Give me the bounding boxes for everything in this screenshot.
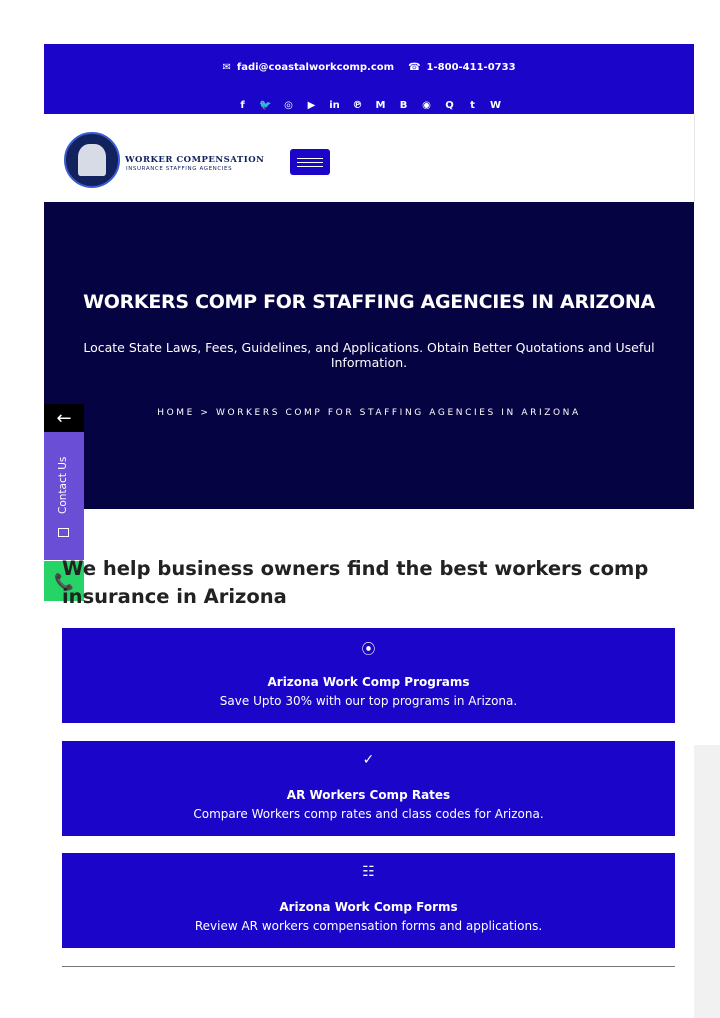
- side-collapse-arrow-icon[interactable]: ←: [44, 404, 84, 432]
- card-title: AR Workers Comp Rates: [286, 788, 451, 802]
- divider: [62, 966, 675, 967]
- side-scroll-strip: [694, 745, 720, 1018]
- card-title: Arizona Work Comp Forms: [279, 900, 458, 914]
- section-heading: We help business owners find the best workers comp insurance in Arizona: [62, 557, 649, 608]
- side-contact-tab[interactable]: [44, 432, 84, 560]
- envelope-icon: ✉: [222, 62, 231, 73]
- mail-icon: [58, 528, 69, 537]
- card-title: Arizona Work Comp Programs: [267, 675, 470, 689]
- menu-line: [297, 162, 323, 163]
- card-description: Compare Workers comp rates and class codes for Arizona.: [193, 807, 544, 821]
- menu-line: [297, 158, 323, 159]
- youtube-icon[interactable]: ▶: [307, 100, 316, 111]
- target-icon: ⦿: [361, 642, 376, 658]
- hero-subtitle: Locate State Laws, Fees, Guidelines, and Applications. Obtain Better Quotations and Useful Information.: [83, 340, 655, 370]
- card-description: Save Upto 30% with our top programs in Arizona.: [219, 694, 518, 708]
- contact-row: [44, 62, 694, 73]
- phone-text: 1-800-411-0733: [426, 62, 516, 73]
- social-icons: [44, 100, 694, 112]
- check-circle-icon: ✓: [362, 752, 375, 768]
- reddit-icon[interactable]: ◉: [422, 100, 431, 111]
- logo-emblem-icon[interactable]: [64, 132, 120, 188]
- tumblr-icon[interactable]: t: [470, 100, 475, 111]
- logo-subtitle: INSURANCE STAFFING AGENCIES: [126, 166, 233, 172]
- instagram-icon[interactable]: ◎: [284, 100, 293, 111]
- phone-icon: ☎: [408, 62, 421, 73]
- logo-title[interactable]: WORKER COMPENSATION: [125, 155, 265, 165]
- card-programs[interactable]: [62, 628, 675, 723]
- hamburger-menu-button[interactable]: [290, 149, 330, 175]
- top-contact-bar: [44, 44, 694, 114]
- menu-line: [297, 166, 323, 167]
- pinterest-icon[interactable]: ℗: [352, 100, 363, 111]
- site-header: [44, 114, 695, 202]
- card-forms[interactable]: [62, 853, 675, 948]
- phone-icon: 📞: [54, 571, 74, 591]
- hero-banner: [44, 202, 694, 509]
- medium-icon[interactable]: M: [375, 100, 386, 111]
- breadcrumb[interactable]: HOME > WORKERS COMP FOR STAFFING AGENCIES IN ARIZONA: [157, 408, 581, 418]
- card-rates[interactable]: [62, 741, 675, 836]
- email-link[interactable]: [222, 62, 394, 73]
- card-description: Review AR workers compensation forms and applications.: [194, 919, 543, 933]
- logo-figure: [78, 144, 106, 176]
- linkedin-icon[interactable]: in: [329, 100, 340, 111]
- blogger-icon[interactable]: B: [399, 100, 408, 111]
- twitter-icon[interactable]: 🐦: [259, 100, 272, 111]
- wordpress-icon[interactable]: W: [489, 100, 502, 111]
- facebook-icon[interactable]: f: [240, 100, 245, 111]
- email-text: fadi@coastalworkcomp.com: [236, 62, 395, 73]
- contact-us-label: Contact Us: [57, 456, 69, 514]
- quora-icon[interactable]: Q: [445, 100, 454, 111]
- page-title: WORKERS COMP FOR STAFFING AGENCIES IN ARIZONA: [83, 291, 655, 313]
- form-list-icon: ☷: [362, 864, 375, 880]
- phone-link[interactable]: [408, 62, 515, 73]
